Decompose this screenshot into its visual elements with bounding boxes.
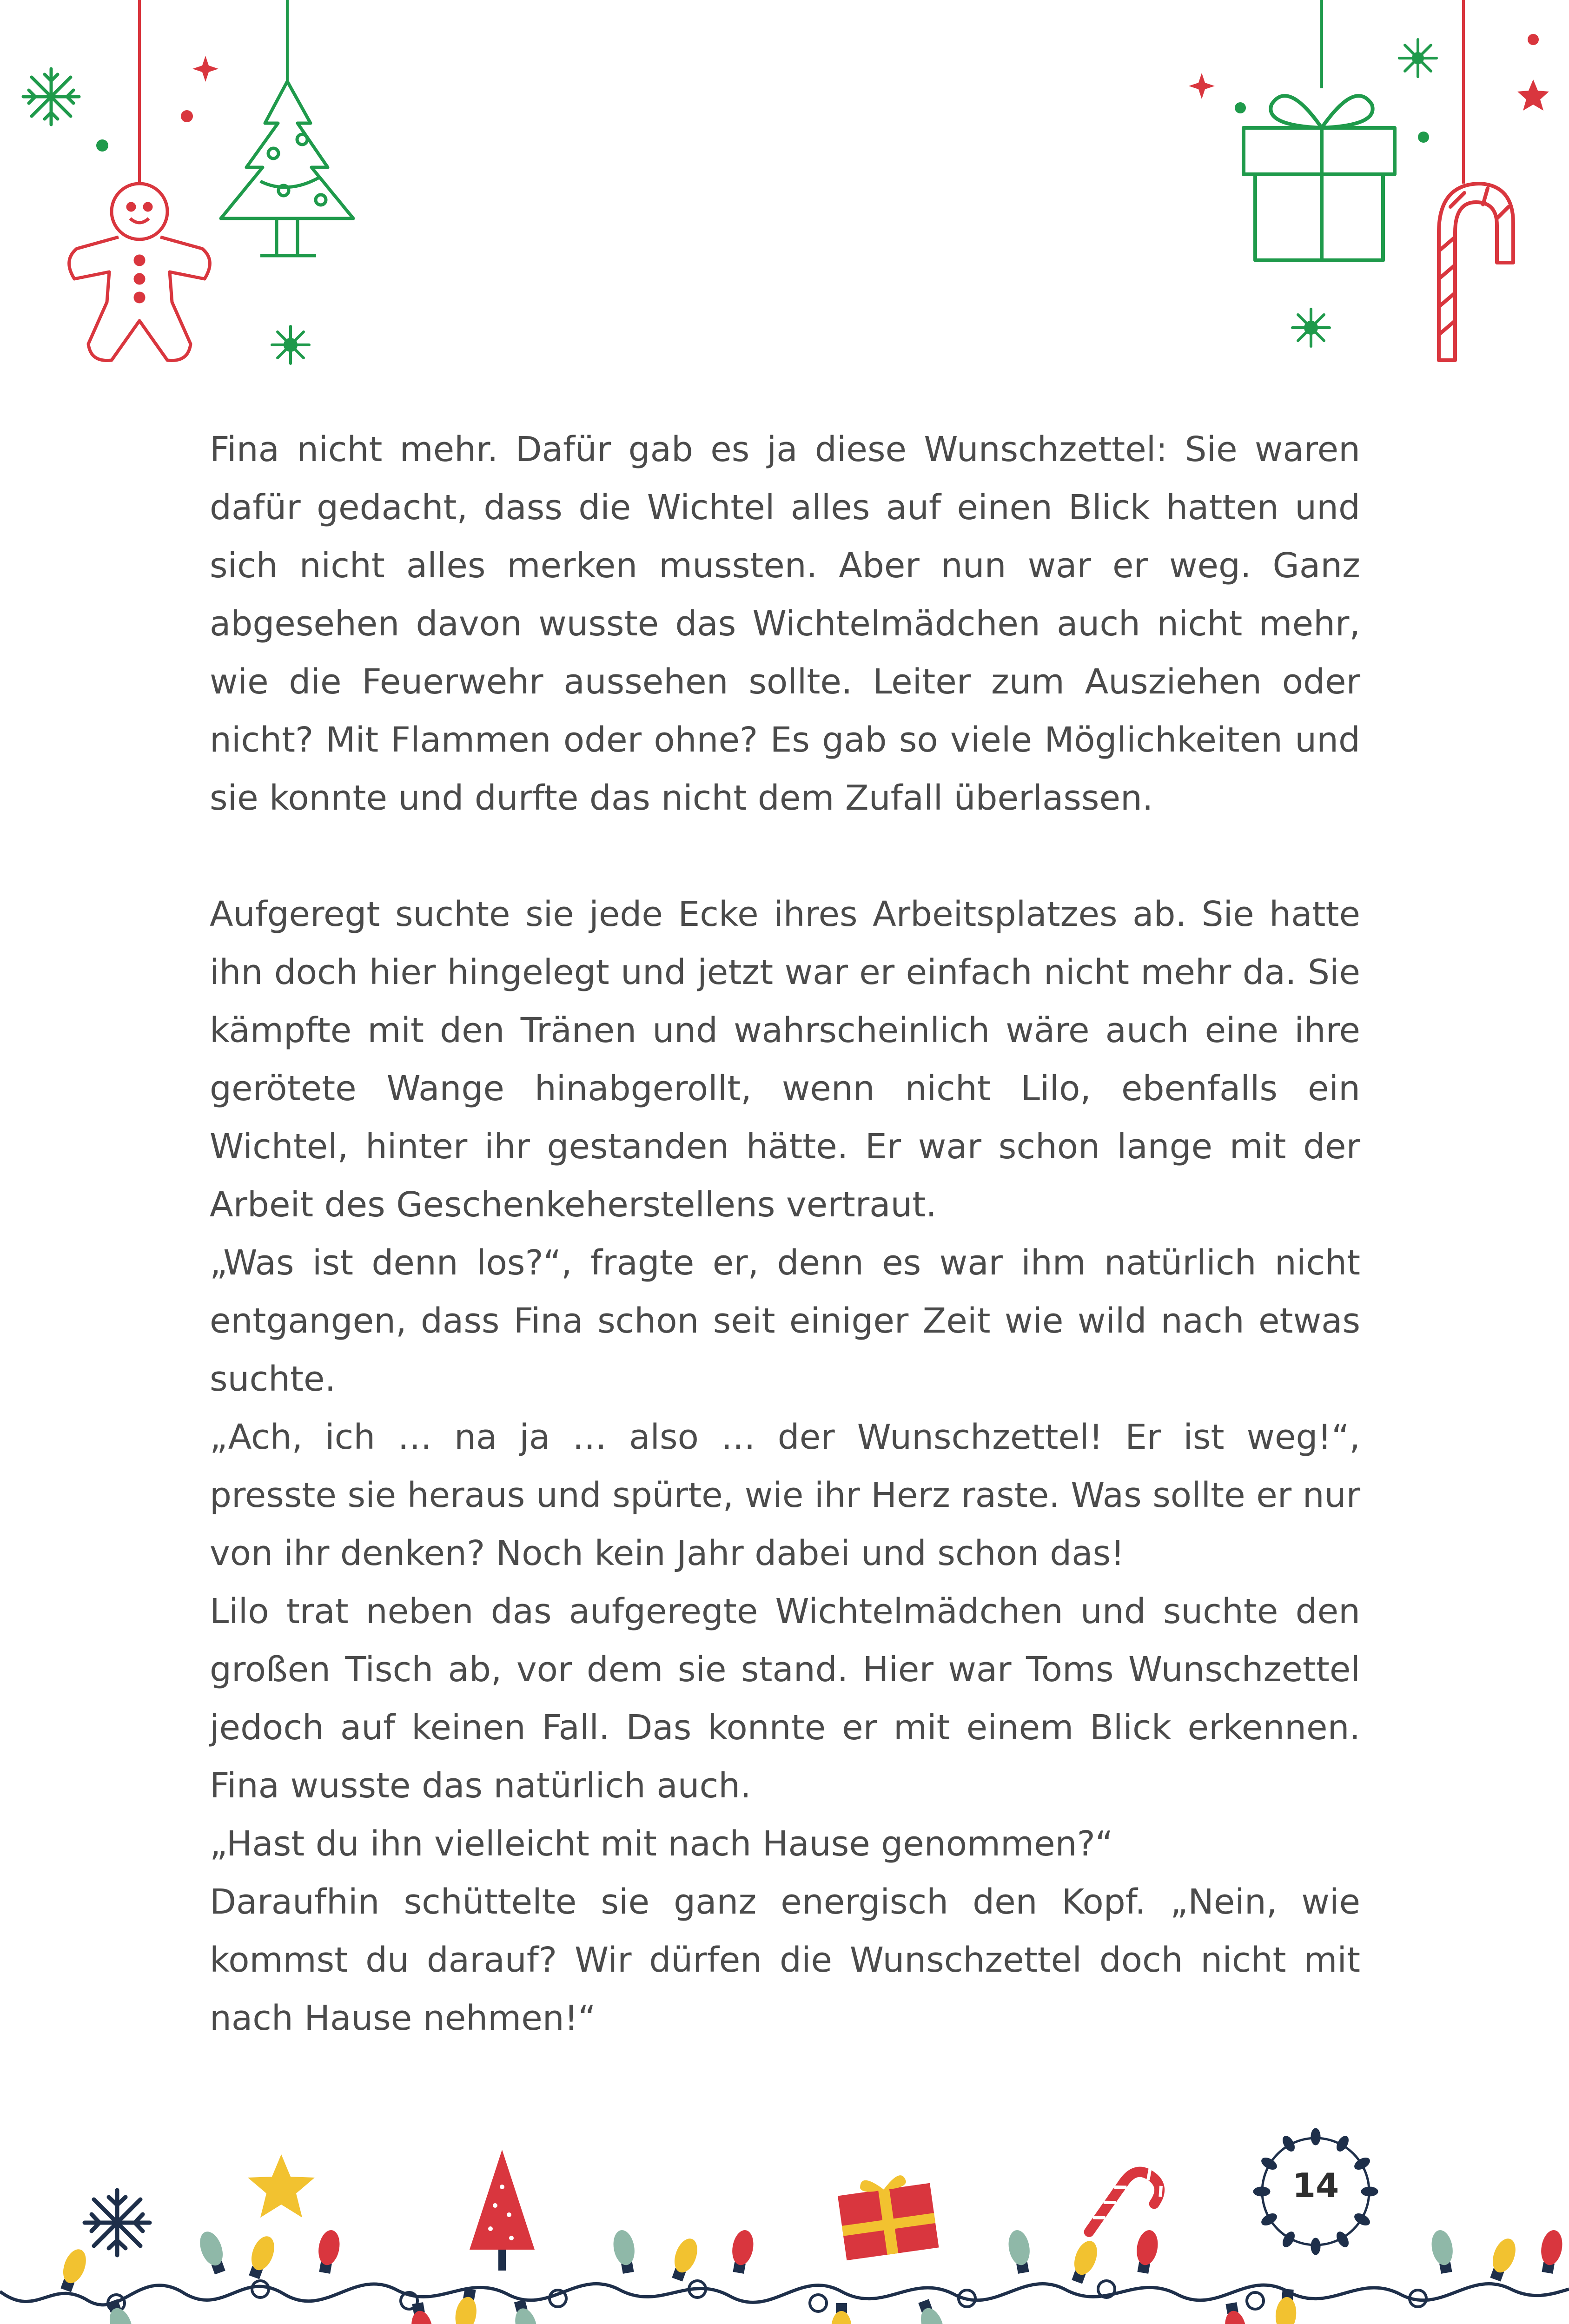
candy-cane-icon — [1439, 184, 1513, 360]
snowflake-icon — [1399, 40, 1437, 77]
christmas-tree-icon — [470, 2150, 535, 2271]
gift-box-icon — [1244, 96, 1395, 260]
paragraph: „Hast du ihn vielleicht mit nach Hause genommen?“ — [210, 1824, 1113, 1864]
story-text — [210, 421, 1360, 2047]
top-decoration — [0, 0, 1569, 381]
christmas-tree-ornament-icon — [221, 81, 353, 256]
light-bulbs — [56, 2228, 1565, 2324]
dialogue-section — [210, 885, 1360, 2047]
paragraph: Aufgeregt suchte sie jede Ecke ihres Arbeitsplatzes ab. Sie hatte ihn doch hier hingelegt und jetzt war er einfach nicht mehr da. Sie kämpfte mit den Tränen und wahrscheinlich wäre auch eine ihre gerötete Wange hinabgerollt, wenn nicht Lilo, ebenfalls ein Wichtel, hinter ihr gestanden hätte. Er war schon lange mit der Arbeit des Geschenkeherstellens vertraut. — [210, 894, 1360, 1225]
page-number: 14 — [1292, 2166, 1339, 2205]
string-lights-icon — [0, 2284, 1569, 2304]
star-sparkle-icon — [1189, 73, 1215, 99]
snowflake-icon — [85, 2190, 150, 2255]
star-icon — [1517, 79, 1549, 111]
snowflake-icon — [23, 69, 79, 125]
paragraph: „Was ist denn los?“, fragte er, denn es war ihm natürlich nicht entgangen, dass Fina schon seit einiger Zeit wie wild nach etwas suchte. — [210, 1243, 1360, 1399]
gingerbread-man-icon — [69, 184, 210, 361]
star-sparkle-icon — [192, 56, 218, 82]
paragraph: Lilo trat neben das aufgeregte Wichtelmädchen und suchte den großen Tisch ab, vor dem sie stand. Hier war Toms Wunschzettel jedoch auf keinen Fall. Das konnte er mit einem Blick erkennen. Fina wusste das natürlich auch. — [210, 1591, 1360, 1806]
paragraph: Fina nicht mehr. Dafür gab es ja diese Wunschzettel: Sie waren dafür gedacht, dass die Wichtel alles auf einen Blick hatten und sich nicht alles merken mussten. Aber nun war er weg. Ganz abgesehen davon wusste das Wichtelmädchen auch nicht mehr, wie die Feuerwehr aussehen sollte. Leiter zum Ausziehen oder nicht? Mit Flammen oder ohne? Es gab so viele Möglichkeiten und sie konnte und durfte das nicht dem Zufall überlassen. — [210, 429, 1360, 818]
paragraph: „Ach, ich … na ja … also … der Wunschzettel! Er ist weg!“, presste sie heraus und spürte, wie ihr Herz raste. Was sollte er nur von ihr denken? Noch kein Jahr dabei und schon das! — [210, 1417, 1360, 1573]
paragraph: Daraufhin schüttelte sie ganz energisch den Kopf. „Nein, wie kommst du darauf? Wir dürfen die Wunschzettel doch nicht mit nach Hause nehmen!“ — [210, 1882, 1360, 2038]
snowflake-icon — [272, 326, 309, 363]
snowflake-icon — [1292, 309, 1330, 346]
gift-box-icon — [836, 2172, 939, 2261]
star-icon — [248, 2154, 315, 2218]
